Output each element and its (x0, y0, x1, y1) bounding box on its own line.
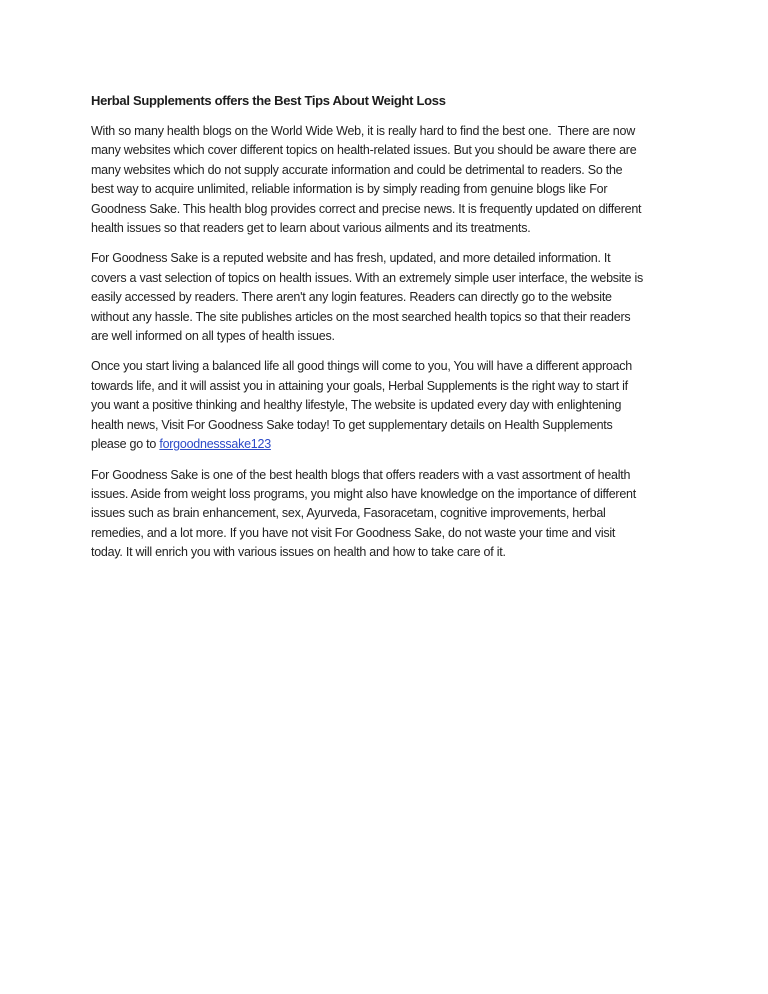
text-line: best way to acquire unlimited, reliable information is by simply reading from genuine blogs like For (91, 182, 608, 197)
text-line: towards life, and it will assist you in attaining your goals, Herbal Supplements is the right way to start if (91, 378, 628, 393)
text-line: health news, Visit For Goodness Sake today! To get supplementary details on Health Supplements (91, 417, 613, 432)
text-line: many websites which do not supply accurate information and could be detrimental to readers. So the (91, 162, 623, 177)
text-line: For Goodness Sake is a reputed website and has fresh, updated, and more detailed information. It (91, 251, 611, 266)
text-line: issues such as brain enhancement, sex, Ayurveda, Fasoracetam, cognitive improvements, herbal (91, 506, 606, 521)
text-line: you want a positive thinking and healthy lifestyle, The website is updated every day with enlightening (91, 398, 622, 413)
text-line: without any hassle. The site publishes articles on the most searched health topics so that their readers (91, 309, 631, 324)
link-prefix-text: please go to (91, 437, 160, 452)
text-line: issues. Aside from weight loss programs, you might also have knowledge on the importance of different (91, 486, 636, 501)
document-title: Herbal Supplements offers the Best Tips About Weight Loss (91, 93, 446, 108)
text-line: covers a vast selection of topics on health issues. With an extremely simple user interface, the website is (91, 270, 643, 285)
document-content (91, 91, 721, 574)
paragraphs-container (91, 122, 721, 563)
text-line: many websites which cover different topics on health-related issues. But you should be aware there are (91, 143, 637, 158)
paragraph (91, 249, 721, 346)
text-line-with-link (91, 435, 721, 454)
text-line: health issues so that readers get to learn about various ailments and its treatments. (91, 221, 531, 236)
text-line: today. It will enrich you with various issues on health and how to take care of it. (91, 545, 506, 560)
forgoodnesssake-link[interactable]: forgoodnesssake123 (159, 437, 271, 452)
text-line: For Goodness Sake is one of the best health blogs that offers readers with a vast assortment of health (91, 467, 631, 482)
text-line: Once you start living a balanced life all good things will come to you, You will have a different approach (91, 359, 632, 374)
paragraph (91, 357, 721, 454)
paragraph (91, 122, 721, 238)
text-line: are well informed on all types of health issues. (91, 329, 335, 344)
text-line: With so many health blogs on the World Wide Web, it is really hard to find the best one. There are now (91, 124, 635, 138)
text-line: easily accessed by readers. There aren't any login features. Readers can directly go to the website (91, 290, 612, 305)
paragraph (91, 466, 721, 563)
text-line: remedies, and a lot more. If you have not visit For Goodness Sake, do not waste your time and visit (91, 525, 616, 540)
text-line: Goodness Sake. This health blog provides correct and precise news. It is frequently updated on different (91, 201, 642, 216)
